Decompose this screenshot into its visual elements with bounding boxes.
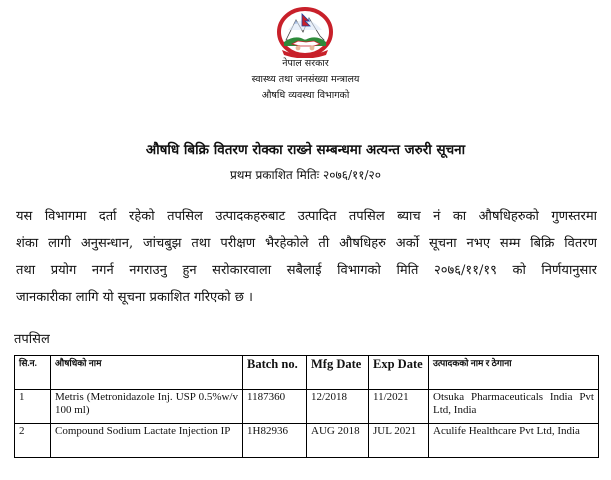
notice-title: औषधि बिक्रि वितरण रोक्का राख्ने सम्बन्धमा अत्यन्त जरुरी सूचना	[145, 142, 466, 158]
publish-date: प्रथम प्रकाशित मितिः २०७६/११/२०	[229, 168, 382, 182]
cell-exp-date: 11/2021	[369, 390, 429, 424]
medicine-table	[14, 355, 599, 458]
header-mfg-date: Mfg Date	[307, 356, 369, 390]
table-header-row	[15, 356, 599, 390]
header-manufacturer: उत्पादकको नाम र ठेगाना	[429, 356, 599, 390]
notice-body-line: जानकारीका लागि यो सूचना प्रकाशित गरिएको छ ।	[16, 290, 253, 305]
header-serial-number: सि.न.	[15, 356, 51, 390]
schedule-label: तपसिल	[14, 332, 50, 347]
cell-mfg-date: 12/2018	[307, 390, 369, 424]
cell-serial-number: 1	[15, 390, 51, 424]
nepal-government-emblem-icon	[276, 6, 334, 58]
table-row	[15, 390, 599, 424]
cell-medicine-name: Metris (Metronidazole Inj. USP 0.5%w/v 100 ml)	[51, 390, 243, 424]
notice-body-line: शंका लागी अनुसन्धान, जांचबुझ तथा परीक्षण भैरहेकोले ती औषधिहरु अर्को सूचना नभए सम्म बिक्रि वितरण	[16, 236, 597, 251]
ministry-name: स्वास्थ्य तथा जनसंख्या मन्त्रालय	[251, 74, 360, 85]
cell-batch-number: 1H82936	[243, 424, 307, 458]
cell-serial-number: 2	[15, 424, 51, 458]
cell-medicine-name: Compound Sodium Lactate Injection IP	[51, 424, 243, 458]
cell-manufacturer: Otsuka Pharmaceuticals India Pvt Ltd, India	[429, 390, 599, 424]
cell-exp-date: JUL 2021	[369, 424, 429, 458]
notice-body-line: यस विभागमा दर्ता रहेको तपसिल उत्पादकहरुबाट उत्पादित तपसिल ब्याच नं का औषधिहरुको गुणस्तरमा	[16, 209, 597, 224]
header-medicine-name: औषधिको नाम	[51, 356, 243, 390]
department-name: औषधि व्यवस्था विभागको	[261, 90, 350, 101]
table-row	[15, 424, 599, 458]
notice-body-line: तथा प्रयोग नगर्न नगराउनु हुन सरोकारवाला सबैलाई विभागको मिति २०७६/११/१९ को निर्णयानुसार	[16, 263, 597, 278]
cell-batch-number: 1187360	[243, 390, 307, 424]
cell-mfg-date: AUG 2018	[307, 424, 369, 458]
cell-manufacturer: Aculife Healthcare Pvt Ltd, India	[429, 424, 599, 458]
header-batch-number: Batch no.	[243, 356, 307, 390]
government-name: नेपाल सरकार	[282, 58, 329, 69]
header-exp-date: Exp Date	[369, 356, 429, 390]
